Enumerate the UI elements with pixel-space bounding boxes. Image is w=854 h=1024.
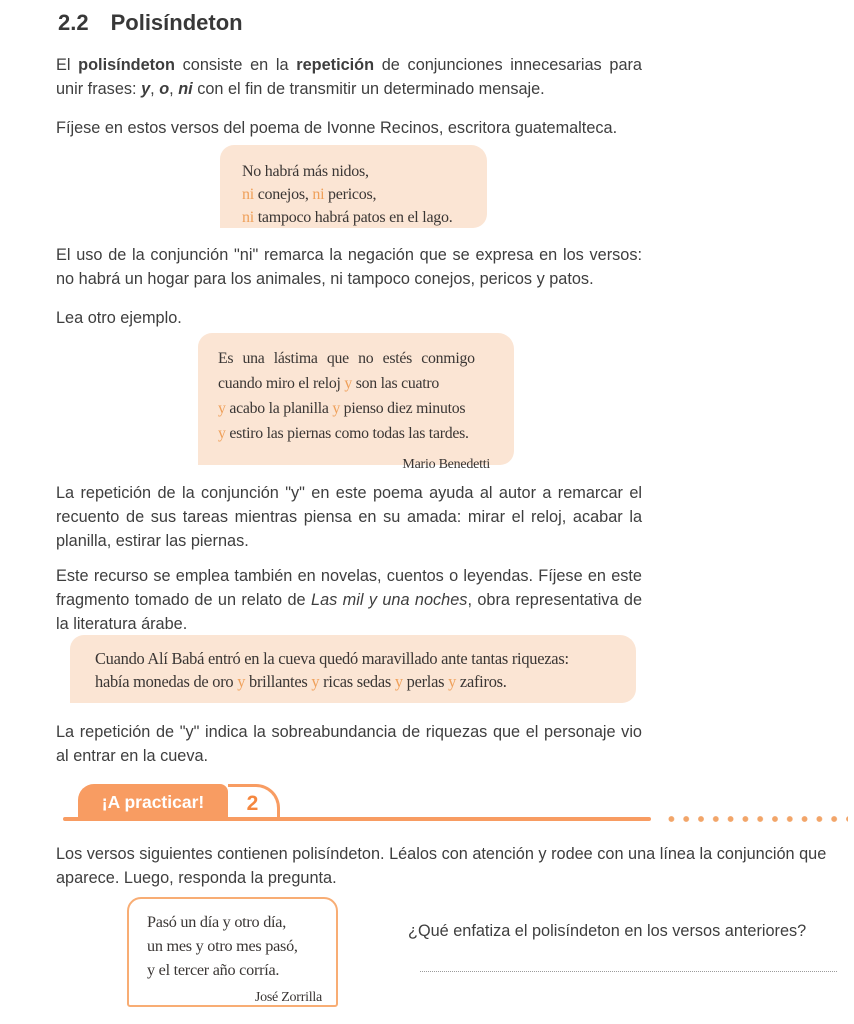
fragment-line: había monedas de oro y brillantes y ricas sedas y perlas y zafiros. (95, 672, 507, 691)
fragment-line: Cuando Alí Babá entró en la cueva quedó maravillado ante tantas riquezas: (95, 649, 569, 668)
section-heading (58, 10, 243, 36)
quote-box-recinos (220, 145, 487, 228)
practice-banner (78, 784, 228, 820)
section-title: Polisíndeton (110, 10, 243, 35)
quote-box-benedetti (198, 333, 514, 472)
practice-question: ¿Qué enfatiza el polisíndeton en los versos anteriores? (408, 922, 807, 940)
poem-line: cuando miro el reloj y son las cuatro (218, 375, 440, 392)
poem-line: y acabo la planilla y pienso diez minutos (218, 400, 466, 417)
practice-number-tab (228, 784, 280, 820)
poem-line: y estiro las piernas como todas las tardes. (218, 425, 469, 442)
practice-poem-box (127, 897, 338, 1007)
paragraph-y-explanation: La repetición de la conjunción "y" en este poema ayuda al autor a remarcar el recuento de sus tareas mientras piensa en su amada: mirar el reloj, acabar la planilla, estirar las piernas. (56, 484, 642, 550)
poem-line: Es una lástima que no estés conmigo (218, 350, 475, 367)
poem-line: ni conejos, ni pericos, (242, 186, 377, 203)
paragraph-observe: Fíjese en estos versos del poema de Ivonne Recinos, escritora guatemalteca. (56, 119, 618, 137)
poem-line: Pasó un día y otro día, (147, 913, 287, 931)
section-number: 2.2 (58, 10, 89, 35)
answer-line (420, 958, 837, 972)
poem-line: ni tampoco habrá patos en el lago. (242, 209, 453, 226)
paragraph-ni-explanation: El uso de la conjunción "ni" remarca la negación que se expresa en los versos: no habrá un hogar para los animales, ni tampoco conejos, pericos y patos. (56, 246, 642, 288)
practice-number: 2 (246, 791, 259, 815)
practice-divider-line (63, 817, 651, 821)
paragraph-abundance: La repetición de "y" indica la sobreabundancia de riquezas que el personaje vio al entrar en la cueva. (56, 723, 642, 765)
paragraph-lea-otro: Lea otro ejemplo. (56, 309, 182, 327)
poem-attribution: Mario Benedetti (402, 457, 490, 472)
practice-banner-label: ¡A practicar! (101, 791, 205, 812)
paragraph-novels: Este recurso se emplea también en novelas, cuentos o leyendas. Fíjese en este fragmento tomado de un relato de Las mil y una noches, obra representativa de la literatura árabe. (56, 567, 643, 633)
paragraph-definition: El polisíndeton consiste en la repetición de conjunciones innecesarias para unir frases: y, o, ni con el fin de transmitir un determinado mensaje. (56, 56, 642, 98)
poem-line: un mes y otro mes pasó, (147, 937, 298, 955)
dotted-divider (664, 816, 848, 822)
poem-attribution: José Zorrilla (254, 990, 322, 1005)
poem-line: y el tercer año corría. (147, 961, 280, 979)
quote-box-alibaba (70, 635, 636, 703)
practice-instructions: Los versos siguientes contienen polisíndeton. Léalos con atención y rodee con una línea la conjunción que aparece. Luego, responda la pregunta. (56, 845, 827, 887)
poem-line: No habrá más nidos, (242, 163, 369, 180)
